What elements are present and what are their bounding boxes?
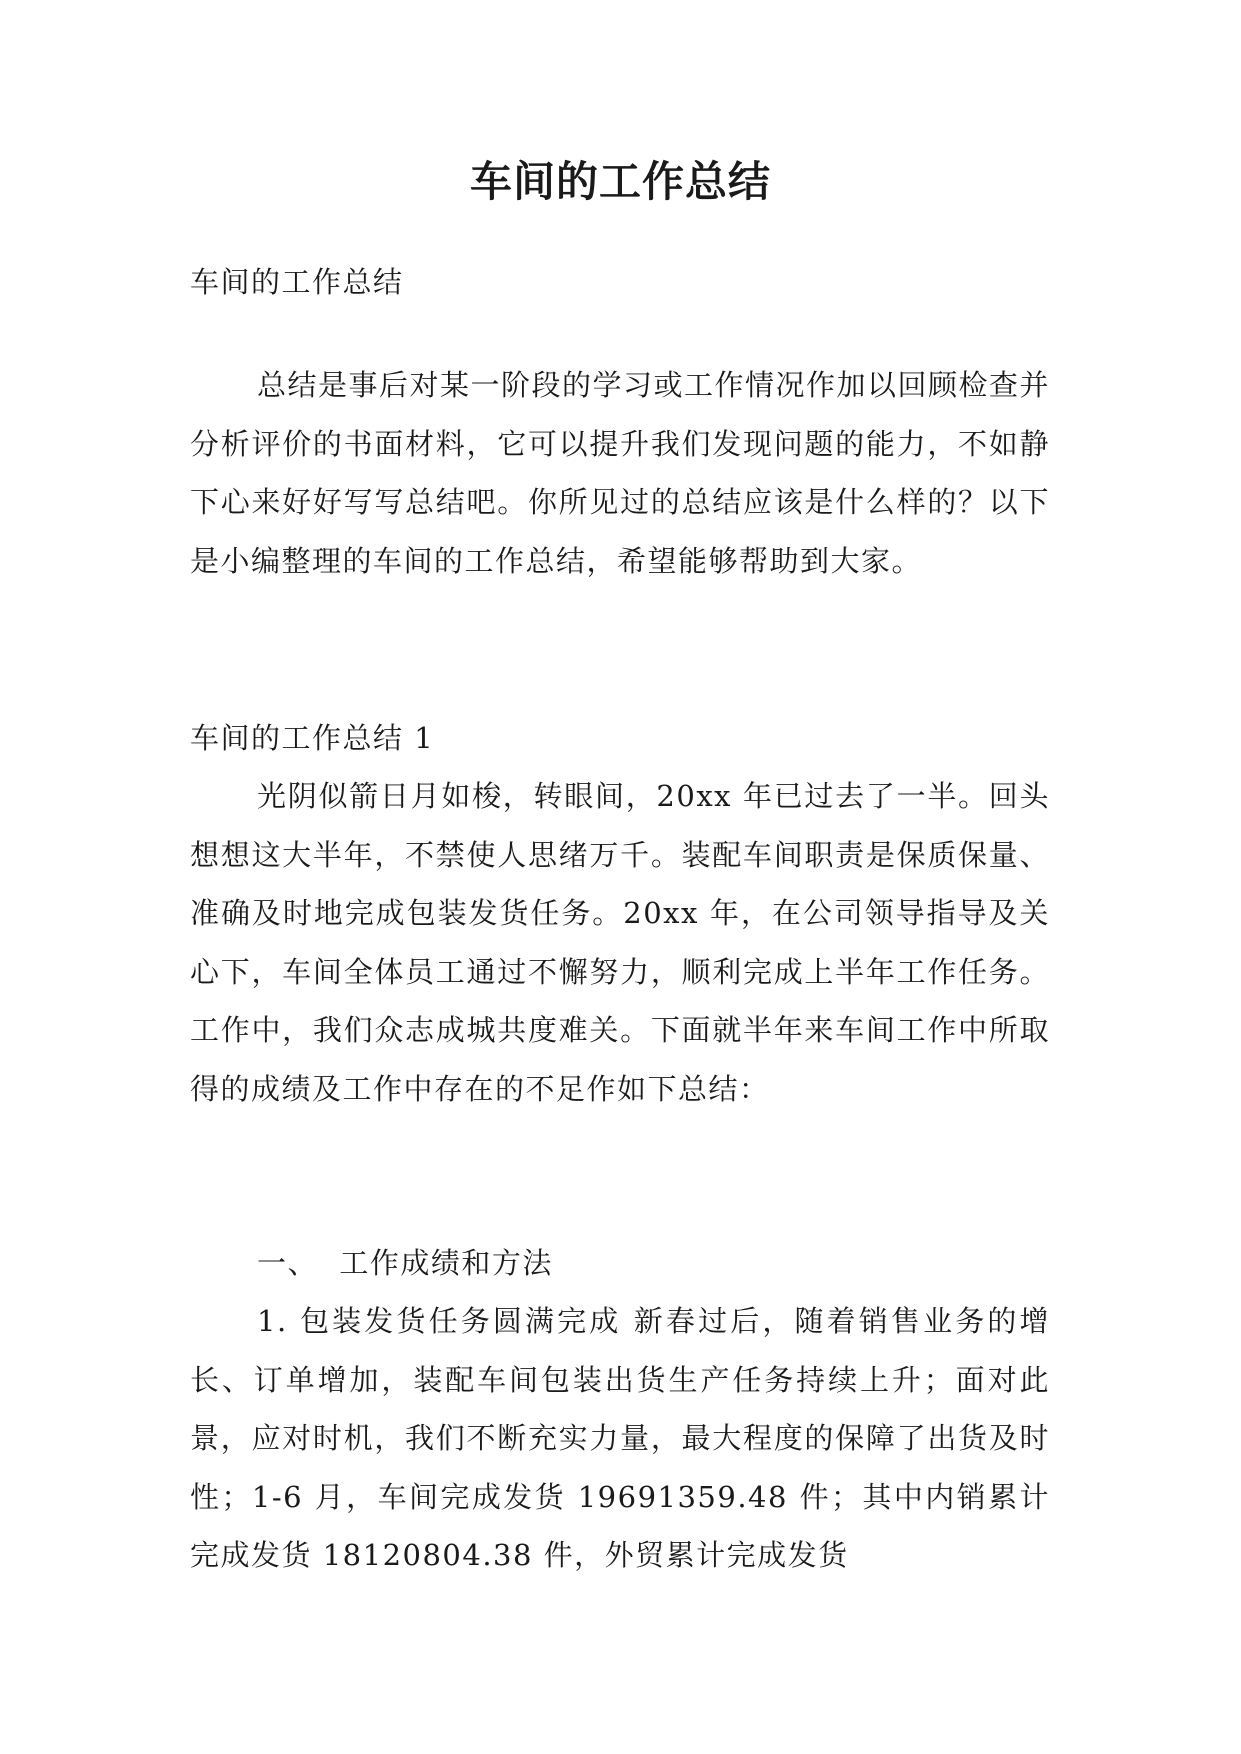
section-1-paragraph: 光阴似箭日月如梭，转眼间，20xx 年已过去了一半。回头想想这大半年，不禁使人思绪万千。装配车间职责是保质保量、准确及时地完成包装发货任务。20xx 年，在公司领导指导及关心下，车间全体员工通过不懈努力，顺利完成上半年工作任务。工作中，我们众志成城共度难关。下面就半年来车间工作中所取得的成绩及工作中存在的不足作如下总结： — [190, 779, 1050, 1106]
section-1-heading: 车间的工作总结 1 — [190, 721, 435, 755]
item-1-paragraph: 1. 包装发货任务圆满完成 新春过后，随着销售业务的增长、订单增加，装配车间包装出货生产任务持续上升；面对此景，应对时机，我们不断充实力量，最大程度的保障了出货及时性；1-6 月，车间完成发货 19691359.48 件；其中内销累计完成发货 18120804.38 件，外贸累计完成发货 — [190, 1304, 1050, 1572]
document-title: 车间的工作总结 — [469, 157, 771, 206]
document-subtitle: 车间的工作总结 — [190, 265, 404, 299]
part-1-heading: 一、 工作成绩和方法 — [257, 1246, 553, 1280]
intro-paragraph: 总结是事后对某一阶段的学习或工作情况作加以回顾检查并分析评价的书面材料，它可以提升我们发现问题的能力，不如静下心来好好写写总结吧。你所见过的总结应该是什么样的？以下是小编整理的车间的工作总结，希望能够帮助到大家。 — [190, 368, 1051, 578]
